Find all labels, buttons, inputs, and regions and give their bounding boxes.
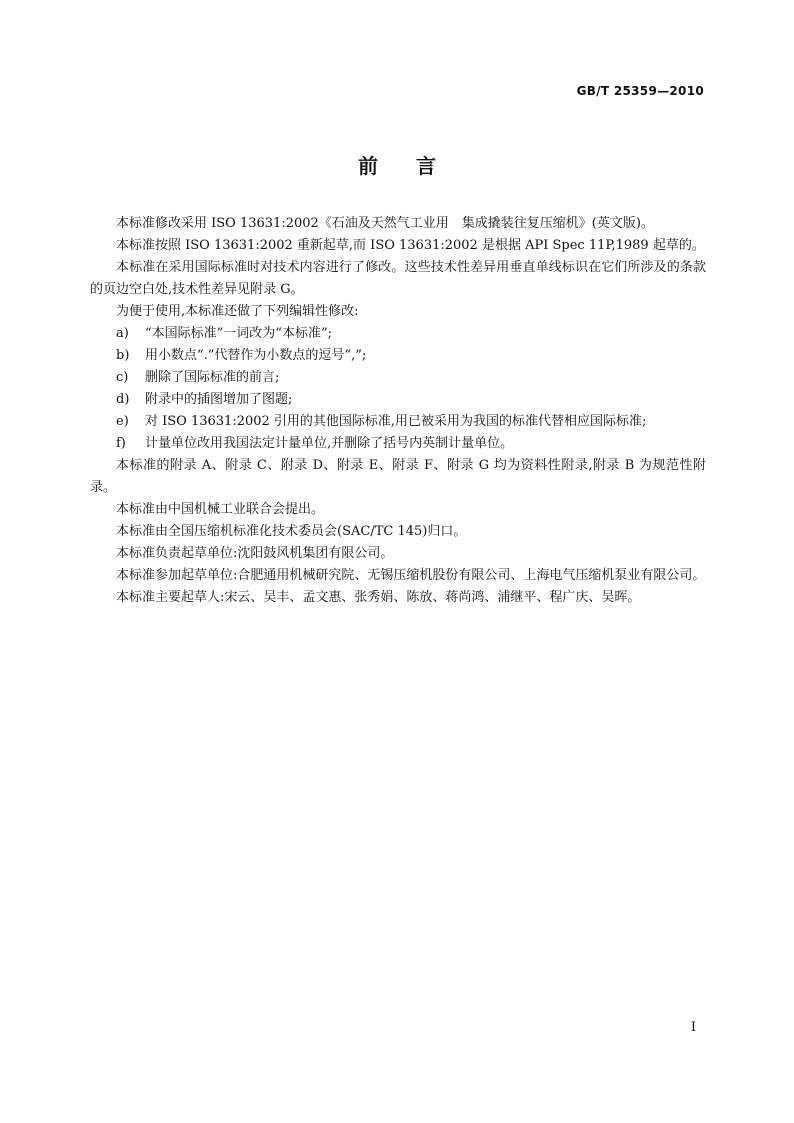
list-item-text: 附录中的插图增加了图题; bbox=[145, 392, 293, 407]
paragraph-editorial-intro: 为便于使用,本标准还做了下列编辑性修改: bbox=[116, 304, 359, 319]
list-item bbox=[90, 389, 706, 411]
paragraph-lead-drafter: 本标准负责起草单位:沈阳鼓风机集团有限公司。 bbox=[116, 546, 394, 561]
list-item-text: 对 ISO 13631:2002 引用的其他国际标准,用已被采用为我国的标准代替相应国际标准; bbox=[145, 414, 647, 429]
paragraph-drafting-basis: 本标准按照 ISO 13631:2002 重新起草,而 ISO 13631:2002 是根据 API Spec 11P,1989 起草的。 bbox=[116, 238, 705, 253]
page-number: I bbox=[690, 1020, 696, 1035]
paragraph-technical-differences: 本标准在采用国际标准时对技术内容进行了修改。这些技术性差异用垂直单线标识在它们所涉及的条款的页边空白处,技术性差异见附录 G。 bbox=[90, 260, 706, 297]
list-item-text: 用小数点“.”代替作为小数点的逗号“,”; bbox=[145, 348, 367, 363]
list-item bbox=[90, 433, 706, 455]
list-marker: c) bbox=[116, 370, 129, 385]
list-item-text: 删除了国际标准的前言; bbox=[145, 370, 280, 385]
list-marker: f) bbox=[116, 436, 126, 451]
list-item bbox=[90, 367, 706, 389]
paragraph-main-drafters: 本标准主要起草人:宋云、吴丰、孟文惠、张秀娟、陈放、蒋尚鸿、浦继平、程广庆、吴晖。 bbox=[116, 590, 641, 605]
list-item bbox=[90, 323, 706, 345]
list-marker: d) bbox=[116, 392, 130, 407]
document-body bbox=[90, 213, 706, 609]
list-item bbox=[90, 345, 706, 367]
paragraph-proposer: 本标准由中国机械工业联合会提出。 bbox=[116, 502, 325, 517]
list-item-text: “本国际标准”一词改为“本标准”; bbox=[145, 326, 332, 341]
list-marker: b) bbox=[116, 348, 130, 363]
paragraph-committee: 本标准由全国压缩机标准化技术委员会(SAC/TC 145)归口。 bbox=[116, 524, 467, 539]
list-item-text: 计量单位改用我国法定计量单位,并删除了括号内英制计量单位。 bbox=[145, 436, 514, 451]
paragraph-participating-drafters: 本标准参加起草单位:合肥通用机械研究院、无锡压缩机股份有限公司、上海电气压缩机泵业有限公司。 bbox=[116, 568, 706, 583]
standard-code: GB/T 25359—2010 bbox=[576, 84, 704, 98]
list-marker: a) bbox=[116, 326, 129, 341]
list-marker: e) bbox=[116, 414, 129, 429]
paragraph-annexes: 本标准的附录 A、附录 C、附录 D、附录 E、附录 F、附录 G 均为资料性附录,附录 B 为规范性附录。 bbox=[90, 458, 706, 495]
list-item bbox=[90, 411, 706, 433]
paragraph-adoption: 本标准修改采用 ISO 13631:2002《石油及天然气工业用 集成撬装往复压缩机》(英文版)。 bbox=[116, 216, 654, 231]
page-title: 前言 bbox=[358, 154, 474, 178]
